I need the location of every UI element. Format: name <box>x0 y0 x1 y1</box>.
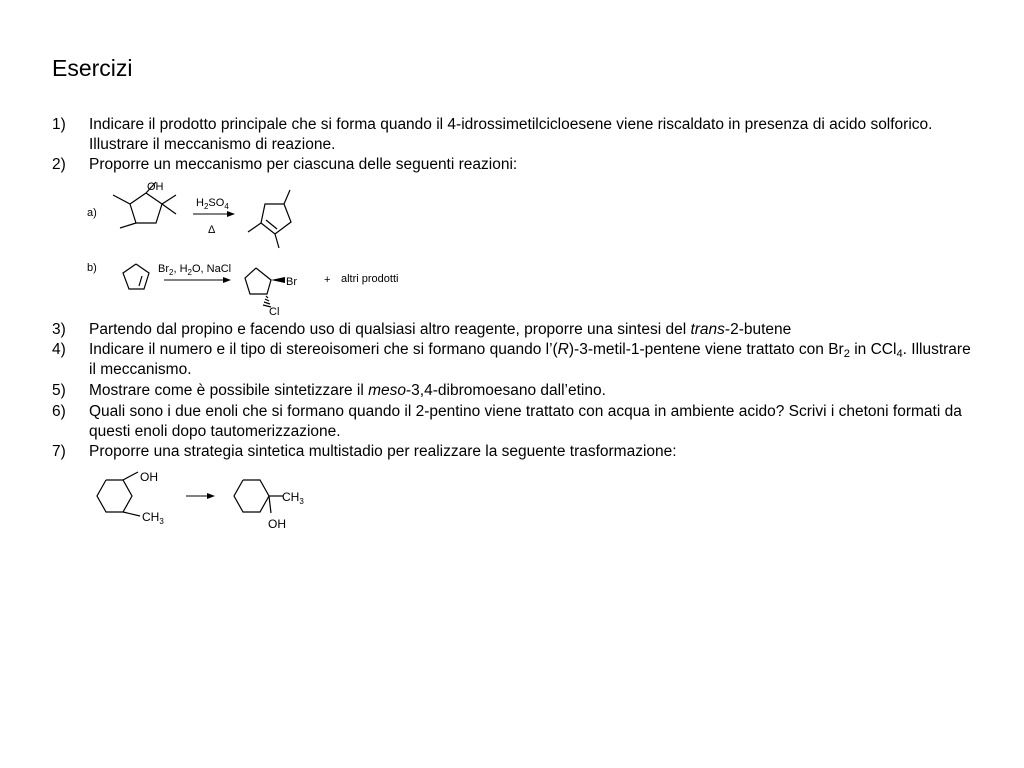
exercise-number: 4) <box>52 341 66 358</box>
product-ch3-label: $CH_3$ <box>282 490 304 506</box>
reagents-br2-h2o-nacl: $Br_2$, $H_2O$, NaCl <box>158 263 232 277</box>
product-halohydrin <box>245 268 285 307</box>
exercise-text: Indicare il prodotto principale che si forma quando il 4-idrossimetilcicloesene viene riscaldato in presenza di acido solforico. Illustrare il meccanismo di reazione. <box>89 116 933 153</box>
product-cyclopentene <box>248 190 291 248</box>
reaction-b-scheme <box>80 256 420 320</box>
product-cl-label: Cl <box>269 306 280 318</box>
exercise-text: Proporre un meccanismo per ciascuna delle seguenti reazioni: <box>89 156 518 173</box>
product-br-label: Br <box>286 276 297 288</box>
exercise-2 <box>52 155 972 175</box>
exercise-text: Quali sono i due enoli che si formano quando il 2-pentino viene trattato con acqua in ambiente acido? Scrivi i chetoni formati da questi enoli dopo tautomerizzazione. <box>89 403 962 440</box>
exercise-text: Mostrare come è possibile sintetizzare il meso-3,4-dibromoesano dall’etino. <box>89 382 606 399</box>
reaction-b-label: b) <box>87 262 97 274</box>
exercise-number: 6) <box>52 403 66 420</box>
plus-sign: + <box>324 274 331 286</box>
exercise-number: 3) <box>52 321 66 338</box>
exercise-number: 2) <box>52 156 66 173</box>
reactant-cyclopentanol <box>113 182 176 228</box>
exercise-number: 7) <box>52 443 66 460</box>
other-products-label: altri prodotti <box>341 273 399 285</box>
transformation-scheme <box>90 466 330 536</box>
starting-cyclohexanol <box>97 472 140 516</box>
exercise-text: Indicare il numero e il tipo di stereoisomeri che si formano quando l’(R)-3-metil-1-pentene viene trattato con $Br_2$ in CCl$_4$. Illustrare il meccanismo. <box>89 341 971 378</box>
product-oh-label: OH <box>268 517 286 531</box>
exercise-number: 5) <box>52 382 66 399</box>
exercise-3 <box>52 320 972 340</box>
reaction-a-scheme <box>80 176 340 256</box>
reactant-oh-label: OH <box>147 181 164 193</box>
condition-heat: Δ <box>208 224 216 236</box>
reaction-arrow <box>164 277 231 283</box>
reactant-cyclopentene <box>123 264 149 289</box>
exercise-text: Proporre una strategia sintetica multistadio per realizzare la seguente trasformazione: <box>89 443 677 460</box>
exercise-1 <box>52 115 972 155</box>
reaction-arrow <box>186 493 215 499</box>
reagent-h2so4: $H_2SO_4$ <box>196 197 229 211</box>
product-methylcyclohexanol <box>234 480 283 513</box>
starting-oh-label: OH <box>140 470 158 484</box>
exercise-5 <box>52 381 972 401</box>
page-title: Esercizi <box>52 55 133 81</box>
exercise-text: Partendo dal propino e facendo uso di qualsiasi altro reagente, proporre una sintesi del trans-2-butene <box>89 321 792 338</box>
exercise-number: 1) <box>52 116 66 133</box>
exercise-7 <box>52 442 972 462</box>
exercise-4 <box>52 340 972 380</box>
exercise-6 <box>52 402 972 442</box>
reaction-arrow <box>193 211 235 217</box>
reaction-a-label: a) <box>87 207 97 219</box>
starting-ch3-label: $CH_3$ <box>142 510 164 526</box>
